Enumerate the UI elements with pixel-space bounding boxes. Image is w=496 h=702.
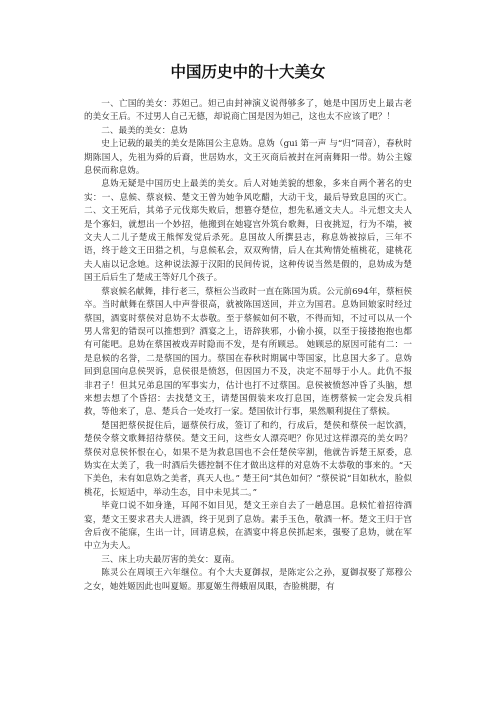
document-title: 中国历史中的十大美女	[170, 63, 326, 81]
section-heading: 三、床上功夫最厉害的美女：夏南。	[101, 554, 240, 565]
paragraph: 蔡哀候名献舞，排行老三，蔡桓公当政时一直在陈国为质。公元前694年，蔡桓侯卒。当时献舞在蔡国人中声誉很高，就被陈国送回，并立为国君。息妫回娘家时经过蔡国，酒宴时蔡侯对息妫不太恭敬。至于蔡候如何不敬，不得而知，不过可以从一个男人常犯的错误可以推想到？酒宴之上，语辞狭邪，小偷小摸，以至于接搂抱抱也都有可能吧。息妫在蔡国被戏弄时隐而不发，是有所顾忌。 她顾忌的原因可能有二：一是息候的名誉，二是蔡国的国力。蔡国在春秋时期属中等国家，比息国大多了。息妫回到息国向息侯哭诉，息侯很是愤怒，但因国力不及，决定不屈辱于小人。此仇不报非君子！但其兄弟息国的军事实力，估计也打不过蔡国。息侯被愤怒冲昏了头脑，想来想去想了个昏招：去找楚文王，请楚国假装来攻打息国，连楞蔡候一定会发兵相救，等他来了，息、楚兵合一处攻打一家。楚国依计行事，果然顺利捉住了蔡候。	[84, 286, 412, 418]
paragraph: 毕竟口说不如身逢，耳闻不如目见，楚文王亲自去了一趟息国。息候忙着招待酒宴，楚文王要求君夫人进酒，终于见到了息妫。素手玉色，敬酒一杯。楚文王归于宫舍后夜不能寐，生出一计，回请息候，在酒宴中将息侯抓起来，强娶了息妫，就在军中立为夫人。	[84, 501, 412, 552]
paragraph: 息妫无疑是中国历史上最美的美女。后人对她美貌的想象，多来自两个著名的史实：一、息候、蔡哀候、楚文王曾为她争风吃醋，大动干戈，最后导致息国的灭亡。二、文王死后，其弟子元伐郑失败后，想篡夺楚位，想先私通文夫人。斗元想文夫人是个寡妇，就想出一个妙招，他搬到在她寝宫外筑台歌舞，日夜挑逗，行为不端，被文夫人二儿子楚成王熊恽发觉后杀死。息国故人所撰县志，称息妫被掠后，三年不语，终于趁文王田猎之机，与息候私会，双双殉情，后人在其殉情处植桃花，建桃花夫人庙以记念她。这种说法源于汉阳的民间传说，这种传说当然是假的，息妫成为楚国王后后生了楚成王等好几个孩子。	[84, 179, 412, 284]
paragraph: 楚国把蔡侯捉住后，逼蔡侯行成，签订了和约，行成后，楚侯和蔡侯一起饮酒，楚侯令蔡文歌舞招待蔡侯。楚文王问，这些女人漂亮吧？你见过这样漂亮的美女吗？蔡侯对息侯怀恨在心，如果不是为救息国也不会任楚侯宰割，他就告诉楚王原委，息妫实在太美了，我一时酒后失德控制不住才做出这样的对息妫不太恭敬的事来的。“天下美色，未有如息妫之美者，真天人也。” 楚王问“其色如何？”蔡侯说“目如秋水，脸似桃花，长短适中，举动生态，目中未见其二。”	[84, 420, 412, 498]
document-body	[84, 98, 412, 594]
paragraph: 陈灵公在周顷王六年继位。有个大夫夏御叔，是陈定公之孙，夏御叔娶了郑穆公之女，她姓姬因此也叫夏姬。那夏姬生得蛾眉凤眼，杏脸桃腮，有	[84, 568, 412, 592]
paragraph: 一、亡国的美女：苏妲己。妲己由封神演义说得够多了，她是中国历史上最古老的美女王后。不过男人自己无德，却说商亡国是因为妲己，这也太不应该了吧？！	[84, 99, 412, 123]
section-heading: 二、最美的美女：息妫	[101, 125, 188, 136]
paragraph: 史上记载的最美的美女是陈国公主息妫。息妫（gui 第一声 与“归”同音），春秋时期陈国人，先祖为舜的后裔，世居妫水，文王灭商后被封在河南舞阳一带。妫公主嫁息侯而称息妫。	[84, 139, 412, 177]
